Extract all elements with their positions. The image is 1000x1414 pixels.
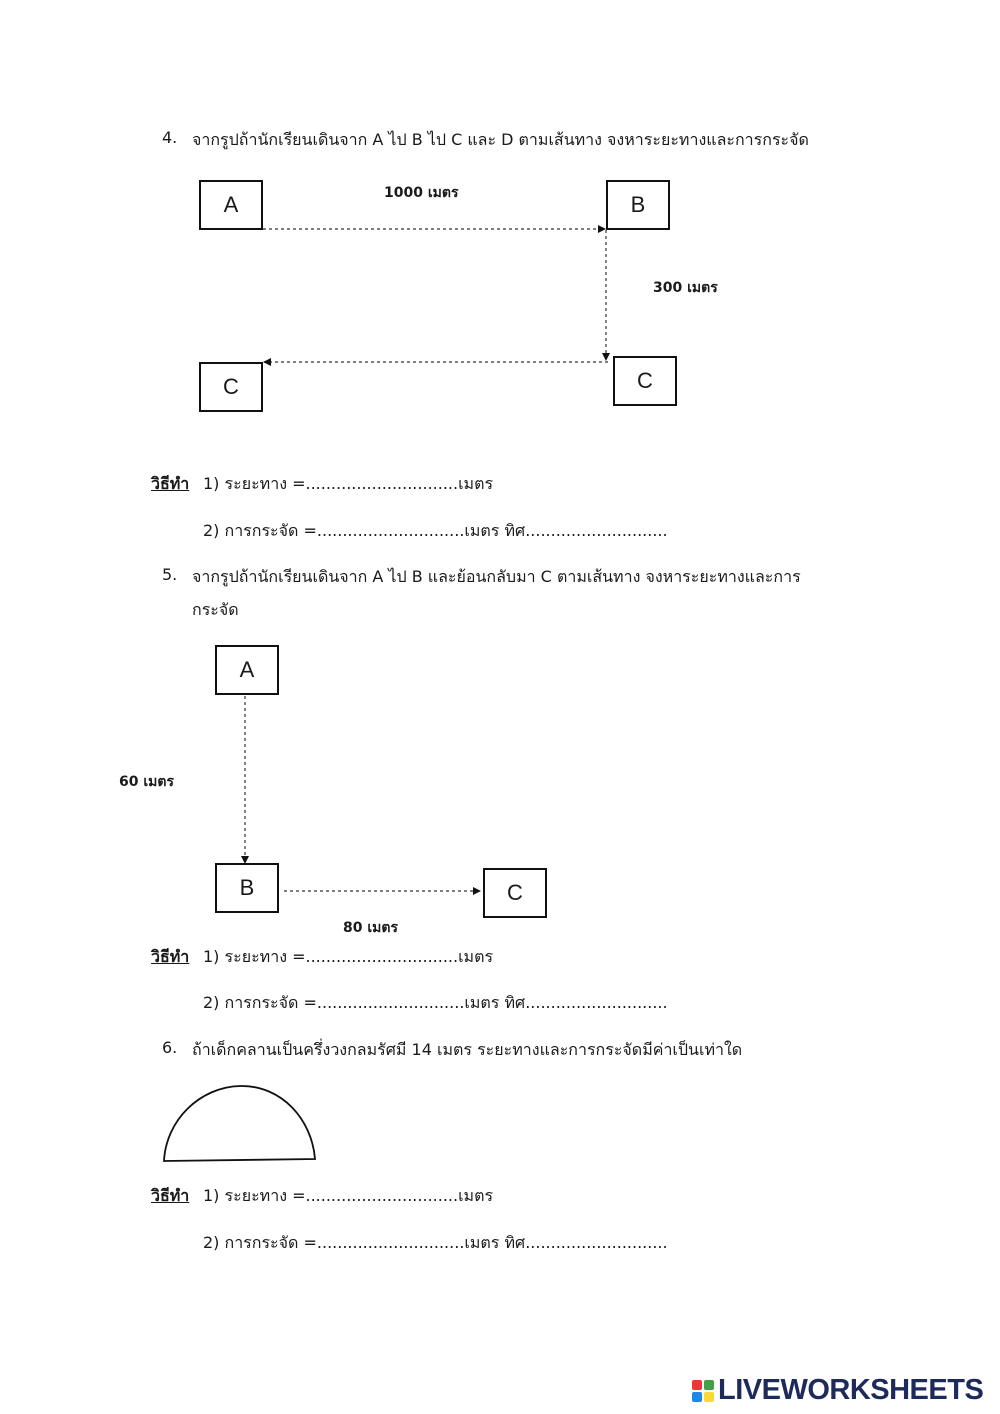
q6-solution-distance: 1) ระยะทาง =..............................เมตร (203, 1186, 494, 1205)
q5-method-label: วิธีทำ (151, 947, 190, 966)
q4-text: จากรูปถ้านักเรียนเดินจาก A ไป B ไป C และ D ตามเส้นทาง จงหาระยะทางและการกระจัด (192, 130, 809, 149)
q4-number: 4. (162, 128, 178, 147)
liveworksheets-logo[interactable] (692, 1374, 983, 1407)
logo-grid-icon (692, 1380, 714, 1402)
logo-square-icon (704, 1380, 714, 1390)
logo-square-icon (692, 1392, 702, 1402)
q5-label-ab: 60 เมตร (119, 774, 174, 790)
q4-solution-distance: 1) ระยะทาง =..............................เมตร (203, 474, 494, 493)
logo-square-icon (704, 1392, 714, 1402)
logo-text: LIVEWORKSHEETS (718, 1374, 984, 1406)
q4-label-bc: 300 เมตร (653, 280, 718, 296)
logo-square-icon (692, 1380, 702, 1390)
q5-text-line1: จากรูปถ้านักเรียนเดินจาก A ไป B และย้อนกลับมา C ตามเส้นทาง จงหาระยะทางและการ (192, 567, 801, 586)
q5-box-b: B (215, 863, 279, 913)
q5-number: 5. (162, 565, 178, 584)
q4-box-c-right: C (613, 356, 677, 406)
q5-solution-displacement: 2) การกระจัด =.............................เมตร ทิศ............................ (203, 993, 668, 1012)
q5-solution-distance: 1) ระยะทาง =..............................เมตร (203, 947, 494, 966)
q6-solution-displacement: 2) การกระจัด =.............................เมตร ทิศ............................ (203, 1233, 668, 1252)
q6-semicircle (164, 1086, 315, 1161)
q6-number: 6. (162, 1038, 178, 1057)
q5-box-c: C (483, 868, 547, 918)
q4-method-label: วิธีทำ (151, 474, 190, 493)
q5-text-line2: กระจัด (192, 600, 239, 619)
q4-label-ab: 1000 เมตร (384, 185, 459, 201)
q6-text: ถ้าเด็กคลานเป็นครึ่งวงกลมรัศมี 14 เมตร ระยะทางและการกระจัดมีค่าเป็นเท่าใด (192, 1040, 743, 1059)
q4-box-c-left: C (199, 362, 263, 412)
q5-label-bc: 80 เมตร (343, 920, 398, 936)
q4-solution-displacement: 2) การกระจัด =.............................เมตร ทิศ............................ (203, 521, 668, 540)
q6-method-label: วิธีทำ (151, 1186, 190, 1205)
q5-box-a: A (215, 645, 279, 695)
q4-box-a: A (199, 180, 263, 230)
q4-box-b: B (606, 180, 670, 230)
